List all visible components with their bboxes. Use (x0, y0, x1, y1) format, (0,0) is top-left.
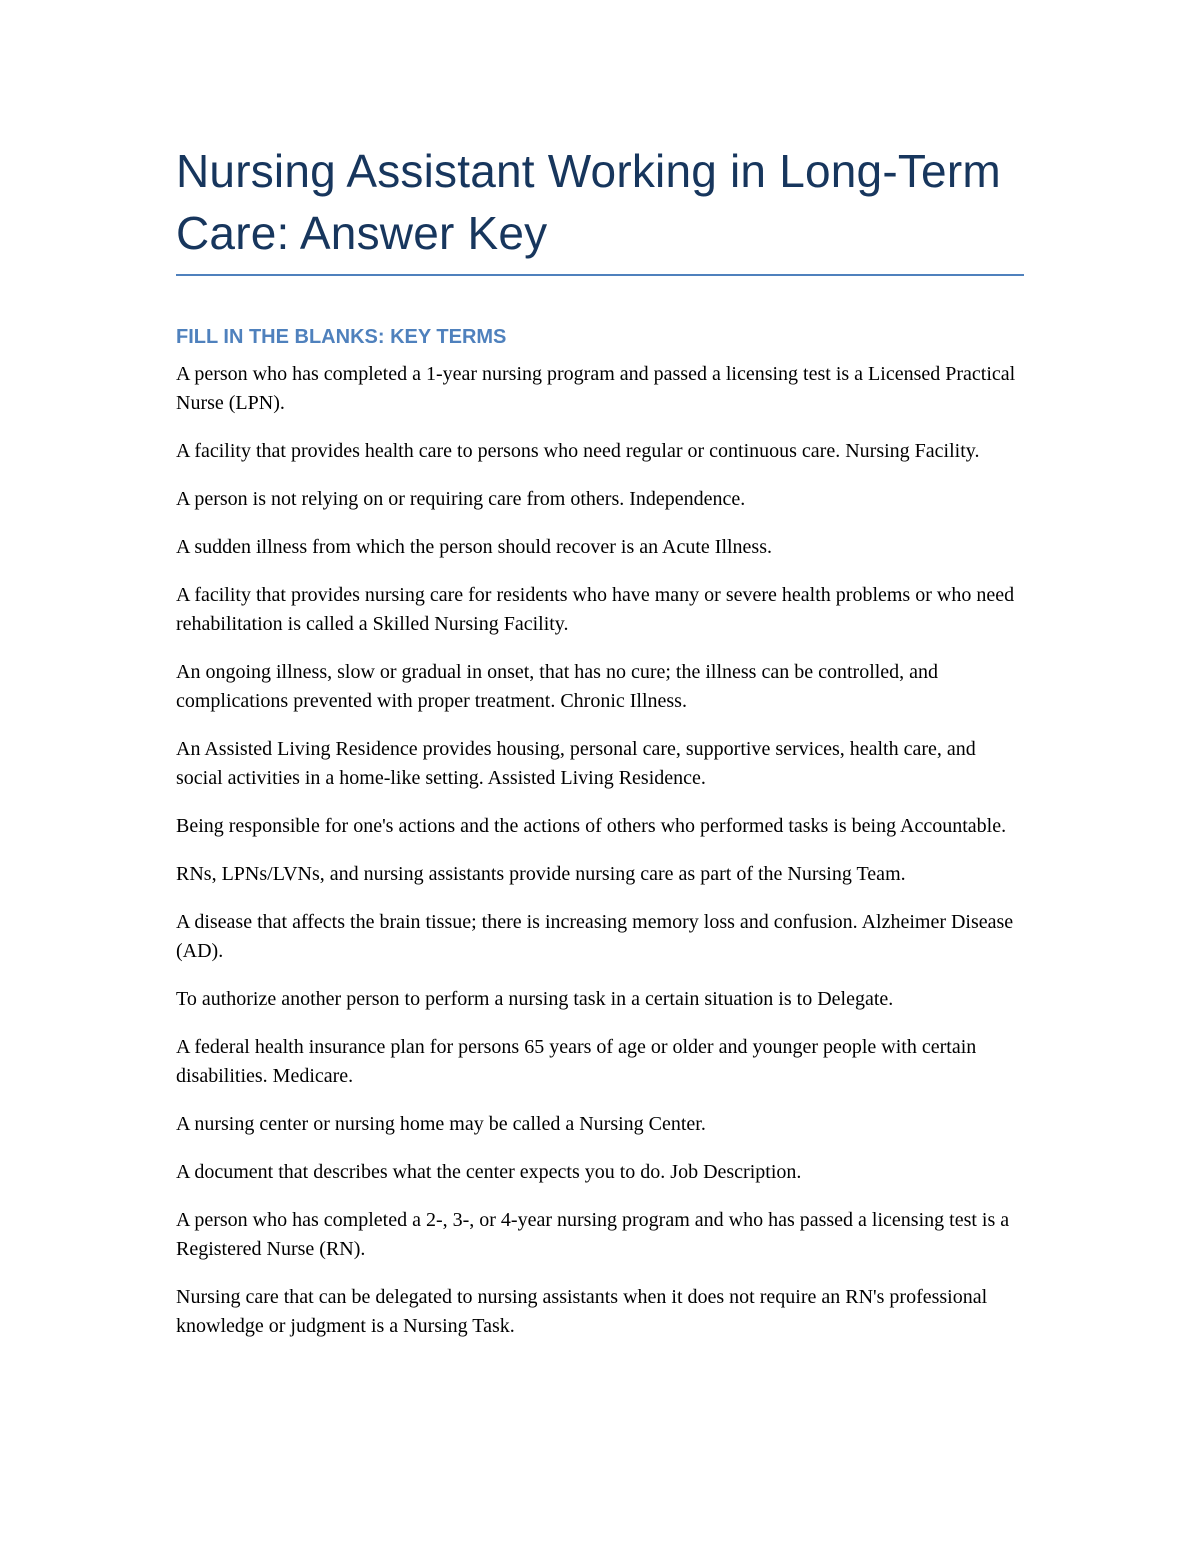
paragraph: An ongoing illness, slow or gradual in onset, that has no cure; the illness can be controlled, and complications prevented with proper treatment. Chronic Illness. (176, 661, 939, 712)
paragraph: RNs, LPNs/LVNs, and nursing assistants provide nursing care as part of the Nursing Team. (176, 863, 906, 885)
page-title: Nursing Assistant Working in Long-Term Care: Answer Key (176, 145, 1001, 259)
title-divider (176, 274, 1024, 276)
paragraph: A person who has completed a 2-, 3-, or 4-year nursing program and who has passed a licensing test is a Registered Nurse (RN). (176, 1209, 1010, 1260)
paragraph: A disease that affects the brain tissue; there is increasing memory loss and confusion. Alzheimer Disease (AD). (176, 911, 1014, 962)
paragraph: Nursing care that can be delegated to nursing assistants when it does not require an RN's professional knowledge or judgment is a Nursing Task. (176, 1286, 988, 1337)
paragraph: A facility that provides nursing care for residents who have many or severe health problems or who need rehabilitation is called a Skilled Nursing Facility. (176, 584, 1015, 635)
section-heading: FILL IN THE BLANKS: KEY TERMS (176, 326, 507, 348)
paragraph: A sudden illness from which the person should recover is an Acute Illness. (176, 536, 772, 558)
paragraph: A nursing center or nursing home may be called a Nursing Center. (176, 1113, 706, 1135)
paragraph: A person who has completed a 1-year nursing program and passed a licensing test is a Licensed Practical Nurse (LPN). (176, 363, 1016, 414)
paragraph: A facility that provides health care to persons who need regular or continuous care. Nursing Facility. (176, 440, 980, 462)
paragraph: A federal health insurance plan for persons 65 years of age or older and younger people with certain disabilities. Medicare. (176, 1036, 977, 1087)
paragraph: To authorize another person to perform a nursing task in a certain situation is to Delegate. (176, 988, 894, 1010)
paragraph: A person is not relying on or requiring care from others. Independence. (176, 488, 746, 510)
paragraph: A document that describes what the center expects you to do. Job Description. (176, 1161, 802, 1183)
paragraph: Being responsible for one's actions and the actions of others who performed tasks is being Accountable. (176, 815, 1007, 837)
paragraph: An Assisted Living Residence provides housing, personal care, supportive services, health care, and social activities in a home-like setting. Assisted Living Residence. (176, 738, 976, 789)
document-page (176, 140, 1024, 1360)
paragraph-list (176, 360, 1024, 1341)
